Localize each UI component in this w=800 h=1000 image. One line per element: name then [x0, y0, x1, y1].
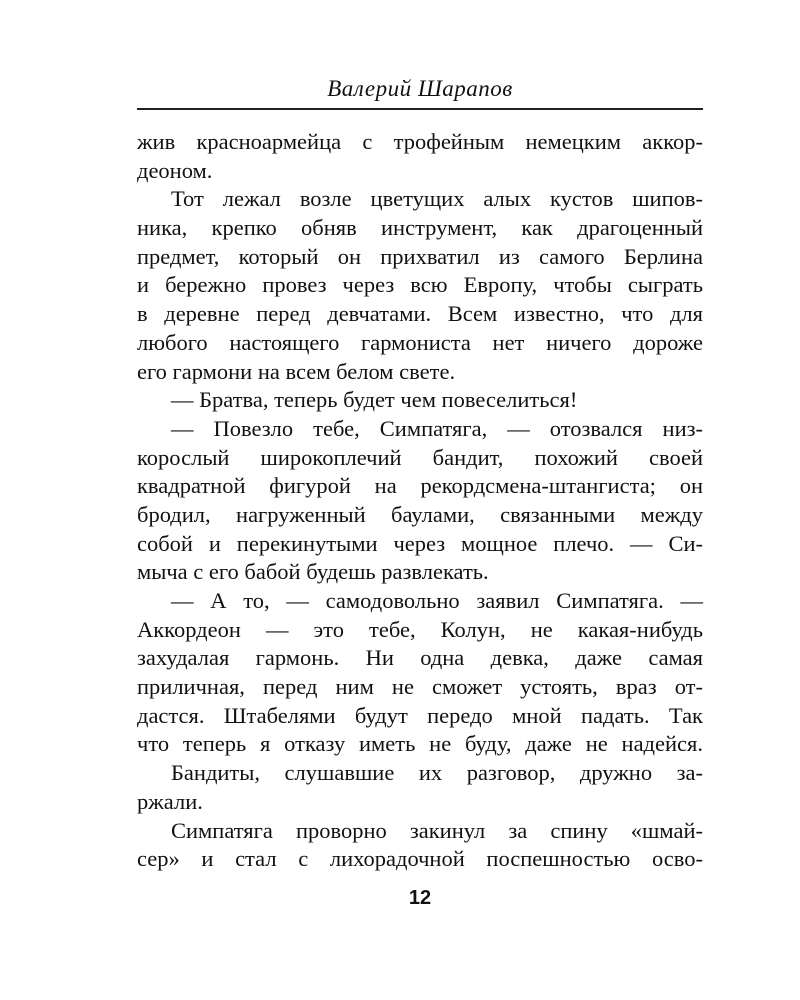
page-number: 12	[408, 887, 432, 909]
text-line: Аккордеон — это тебе, Колун, не какая-нибудь	[137, 616, 703, 642]
header-rule	[137, 108, 703, 110]
text-line: захудалая гармонь. Ни одна девка, даже самая	[137, 645, 703, 671]
text-line: деоном.	[137, 157, 213, 183]
text-line: дастся. Штабелями будут передо мной падать. Так	[137, 702, 703, 728]
text-line: и бережно провез через всю Европу, чтобы сыграть	[137, 272, 703, 298]
text-line: ника, крепко обняв инструмент, как драгоценный	[137, 215, 703, 241]
text-line: в деревне перед девчатами. Всем известно, что для	[137, 301, 703, 327]
body-text	[137, 128, 703, 874]
running-head-author: Валерий Шарапов	[327, 76, 513, 101]
text-line: — Повезло тебе, Симпатяга, — отозвался низ-	[171, 415, 703, 441]
text-line: — А то, — самодовольно заявил Симпатяга. —	[171, 588, 703, 613]
text-line: сер» и стал с лихорадочной поспешностью осво-	[137, 846, 703, 872]
text-line: ржали.	[137, 788, 203, 814]
text-line: Симпатяга проворно закинул за спину «шмай-	[171, 817, 703, 843]
text-line: что теперь я отказу иметь не буду, даже не надейся.	[137, 731, 703, 757]
text-line: мыча с его бабой будешь развлекать.	[137, 559, 489, 585]
text-line: бродил, нагруженный баулами, связанными между	[137, 501, 703, 527]
text-line: его гармони на всем белом свете.	[137, 358, 456, 384]
text-line: — Братва, теперь будет чем повеселиться!	[171, 387, 578, 413]
text-line: корослый широкоплечий бандит, похожий своей	[137, 444, 703, 470]
text-line: приличная, перед ним не сможет устоять, враз от-	[137, 674, 703, 700]
text-line: квадратной фигурой на рекордсмена-штангиста; он	[137, 473, 703, 499]
text-line: любого настоящего гармониста нет ничего дороже	[137, 329, 703, 355]
text-line: Бандиты, слушавшие их разговор, дружно за-	[171, 760, 703, 786]
text-line: жив красноармейца с трофейным немецким аккор-	[137, 129, 703, 154]
text-line: Тот лежал возле цветущих алых кустов шипов-	[171, 186, 703, 212]
text-line: предмет, который он прихватил из самого Берлина	[137, 243, 703, 269]
text-line: собой и перекинутыми через мощное плечо. — Си-	[137, 530, 703, 556]
